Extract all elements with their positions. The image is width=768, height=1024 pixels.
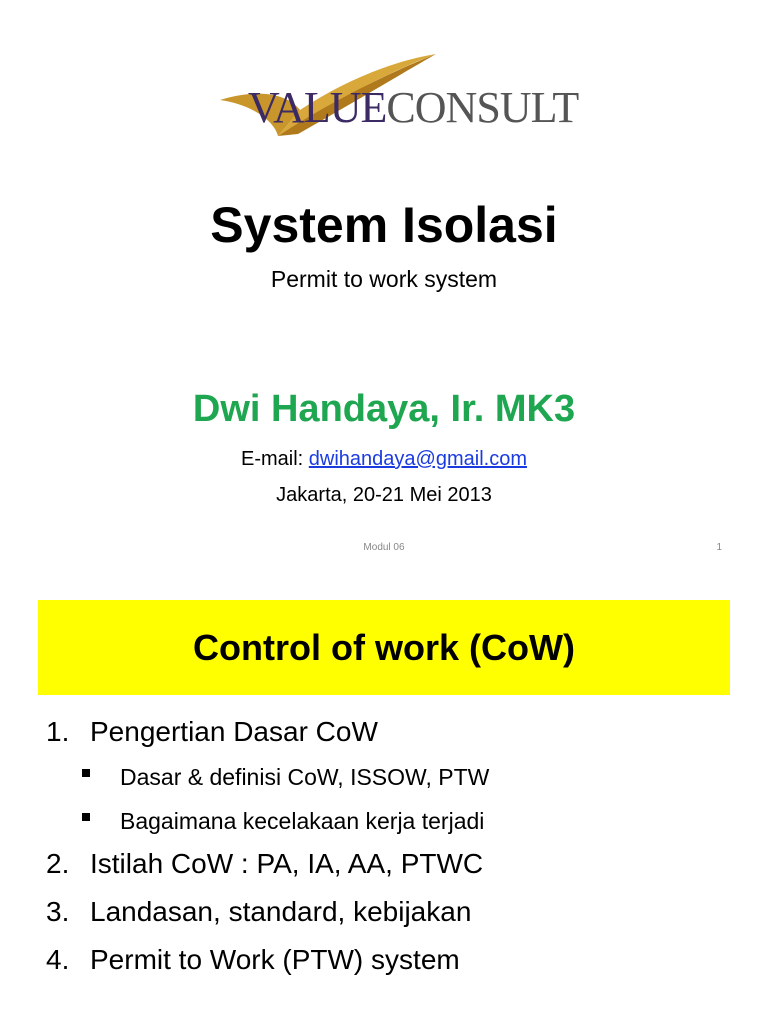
item-text: Pengertian Dasar CoW — [90, 716, 378, 747]
slide-title: System Isolasi — [210, 197, 558, 253]
logo-wordmark — [248, 82, 578, 133]
item-number: 1. — [46, 716, 70, 747]
slide-subtitle: Permit to work system — [270, 266, 498, 292]
item-number: 4. — [46, 944, 70, 975]
sub-list-item — [82, 764, 489, 791]
author-name: Dwi Handaya, Ir. MK3 — [192, 388, 576, 430]
sub-item-text: Bagaimana kecelakaan kerja terjadi — [120, 808, 485, 834]
sub-item-text: Dasar & definisi CoW, ISSOW, PTW — [120, 764, 490, 790]
list-item — [46, 896, 471, 928]
logo-value: VALUE — [248, 83, 387, 132]
item-number: 2. — [46, 848, 70, 879]
email-line — [0, 448, 768, 471]
slide-2-title: Control of work (CoW) — [193, 626, 575, 668]
valueconsult-logo — [218, 48, 579, 148]
page-number: 1 — [716, 542, 722, 553]
sub-list-item — [82, 808, 484, 835]
email-label: E-mail: — [241, 448, 309, 470]
item-text: Landasan, standard, kebijakan — [90, 896, 472, 927]
event-date: Jakarta, 20-21 Mei 2013 — [276, 484, 492, 506]
email-link[interactable]: dwihandaya@gmail.com — [308, 448, 527, 470]
list-item — [46, 848, 483, 880]
list-item — [46, 716, 378, 748]
slide-footer: Modul 06 — [363, 542, 405, 553]
list-item — [46, 944, 460, 976]
title-banner — [38, 600, 730, 695]
slide-2 — [0, 580, 768, 1024]
item-text: Istilah CoW : PA, IA, AA, PTWC — [90, 848, 484, 879]
item-number: 3. — [46, 896, 70, 927]
bullet-icon — [82, 769, 90, 777]
item-text: Permit to Work (PTW) system — [90, 944, 460, 975]
logo-consult: CONSULT — [386, 83, 579, 132]
bullet-icon — [82, 813, 90, 821]
